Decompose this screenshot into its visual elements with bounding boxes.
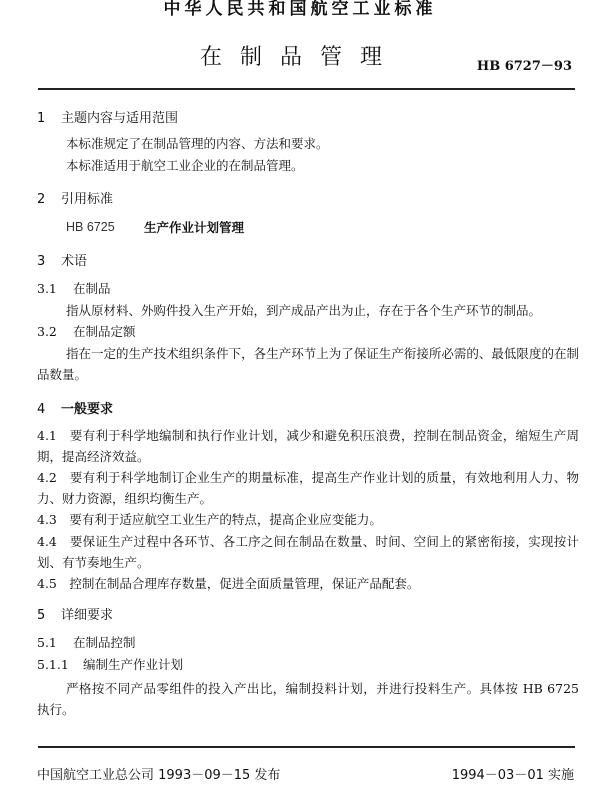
reference-code: HB 6725	[66, 220, 115, 234]
term-title: 在制品	[73, 281, 111, 296]
subsection-5-1-heading	[37, 633, 136, 651]
section-number: 2	[37, 192, 46, 207]
section-1-heading	[37, 107, 178, 126]
section-1-paragraph-1: 本标准规定了在制品管理的内容、方法和要求。	[66, 136, 329, 151]
term-number: 3.1	[37, 281, 57, 296]
term-title: 在制品定额	[73, 324, 136, 339]
section-title: 术语	[61, 254, 88, 269]
subsection-5-1-1-text: 严格按不同产品零组件的投入产出比，编制投料计划，并进行投料生产。具体按 HB 6725 执行。	[37, 681, 579, 717]
standard-header: 中华人民共和国航空工业标准	[163, 0, 437, 19]
publication-date: 中国航空工业总公司 1993－09－15 发布	[37, 768, 281, 783]
term-3-2-definition: 指在一定的生产技术组织条件下，各生产环节上为了保证生产衔接所必需的、最低限度的在制品数量。	[37, 346, 579, 382]
term-3-2-heading	[37, 322, 136, 340]
requirement-4-1: 4.1 要有利于科学地编制和执行作业计划，减少和避免积压浪费，控制在制品资金，缩短生产周期，提高经济效益。	[37, 428, 579, 464]
effective-date: 1994－03－01 实施	[451, 768, 574, 783]
term-3-1-heading	[37, 279, 111, 297]
section-4-heading	[37, 398, 113, 417]
document-code: HB 6727－93	[476, 59, 572, 74]
section-3-heading	[37, 250, 87, 269]
section-2-heading	[37, 188, 113, 207]
document-title: 在制品管理	[199, 45, 400, 70]
reference-title: 生产作业计划管理	[144, 220, 245, 235]
term-number: 3.2	[37, 324, 57, 339]
section-5-heading	[37, 604, 113, 623]
subsection-5-1-1-heading	[37, 655, 183, 673]
subsection-title: 编制生产作业计划	[83, 657, 184, 672]
footer-divider	[38, 746, 575, 748]
section-number: 4	[37, 402, 46, 417]
section-number: 3	[37, 254, 46, 269]
subsection-number: 5.1.1	[37, 657, 69, 672]
requirement-4-5: 4.5 控制在制品合理库存数量，促进全面质量管理，保证产品配套。	[37, 576, 420, 591]
term-3-1-definition: 指从原材料、外购件投入生产开始，到产成品产出为止，存在于各个生产环节的制品。	[66, 303, 542, 318]
header-divider	[38, 88, 575, 90]
subsection-title: 在制品控制	[73, 635, 136, 650]
requirement-4-2: 4.2 要有利于科学地制订企业生产的期量标准，提高生产作业计划的质量，有效地利用人力、物力、财力资源，组织均衡生产。	[37, 470, 579, 506]
subsection-number: 5.1	[37, 635, 57, 650]
section-title: 引用标准	[61, 192, 114, 207]
section-number: 1	[37, 111, 46, 126]
section-title: 主题内容与适用范围	[61, 111, 179, 126]
requirement-4-3: 4.3 要有利于适应航空工业生产的特点，提高企业应变能力。	[37, 512, 382, 527]
requirement-4-4: 4.4 要保证生产过程中各环节、各工序之间在制品在数量、时间、空间上的紧密衔接，实现按计划、有节奏地生产。	[37, 534, 579, 570]
section-title: 详细要求	[61, 608, 114, 623]
section-number: 5	[37, 608, 46, 623]
section-title: 一般要求	[61, 402, 114, 417]
section-1-paragraph-2: 本标准适用于航空工业企业的在制品管理。	[66, 158, 304, 173]
